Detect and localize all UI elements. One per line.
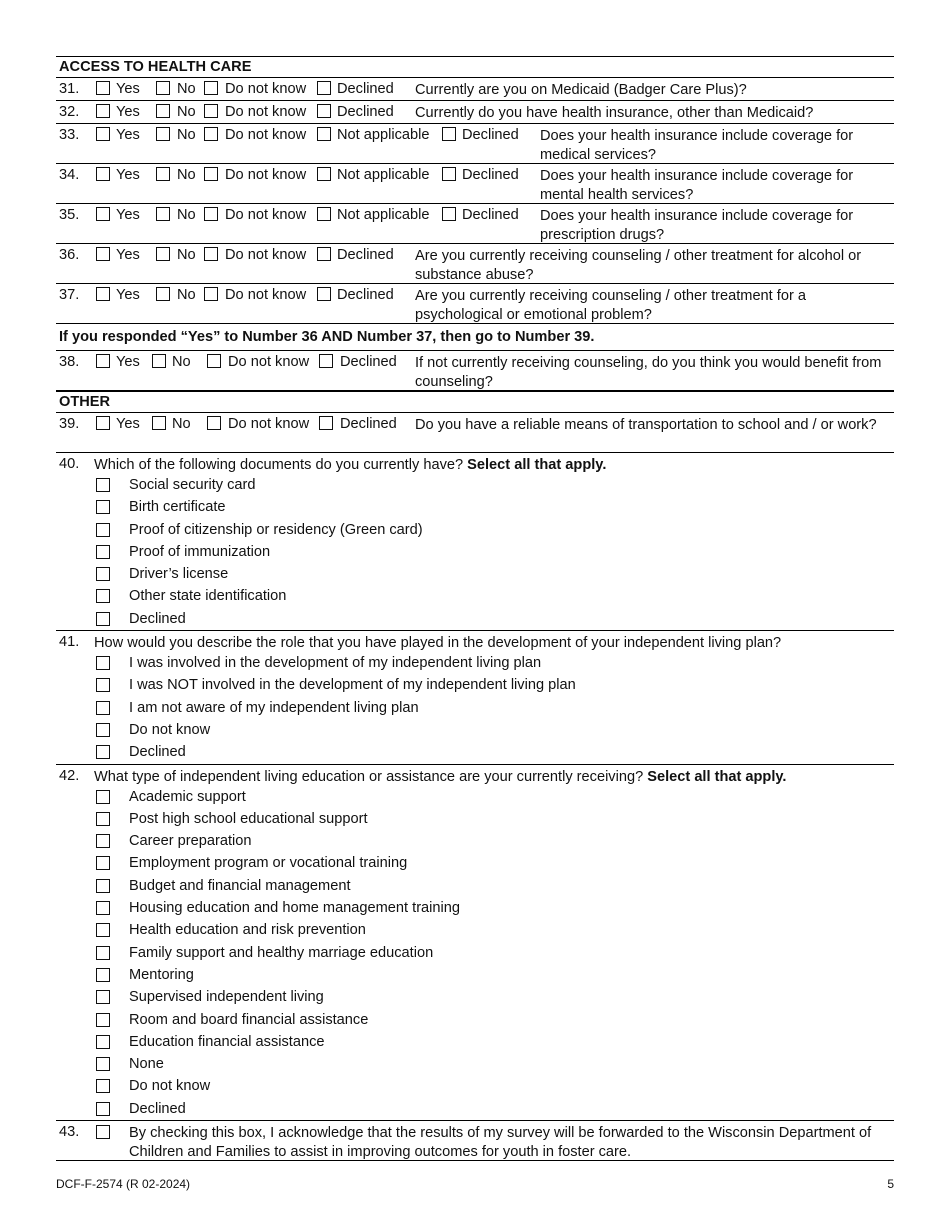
option-label: Budget and financial management: [129, 877, 351, 894]
do-not-know-checkbox[interactable]: [204, 247, 218, 261]
no-checkbox[interactable]: [156, 247, 170, 261]
question-number: 42.: [59, 767, 80, 784]
option-checkbox[interactable]: [96, 567, 110, 581]
no-label: No: [177, 287, 196, 303]
option-checkbox[interactable]: [96, 990, 110, 1004]
option-checkbox[interactable]: [96, 612, 110, 626]
option-label: Do not know: [129, 1078, 211, 1095]
list-item: [56, 919, 894, 941]
option-label: Post high school educational support: [129, 810, 368, 827]
list-item: [56, 1031, 894, 1053]
yes-checkbox[interactable]: [96, 416, 110, 430]
question-text: Does your health insurance include coverage for medical services?: [540, 128, 854, 163]
no-checkbox[interactable]: [152, 354, 166, 368]
option-label: Career preparation: [129, 833, 252, 850]
option-label: Employment program or vocational training: [129, 855, 408, 872]
question-text: [94, 457, 606, 473]
no-checkbox[interactable]: [156, 167, 170, 181]
question-number: 38.: [59, 354, 80, 370]
do-not-know-label: Do not know: [228, 416, 310, 432]
declined-label: Declined: [340, 416, 397, 432]
yes-label: Yes: [116, 287, 140, 303]
question-text: Currently are you on Medicaid (Badger Care Plus)?: [415, 82, 747, 98]
list-item: [56, 608, 894, 630]
list-item: [56, 1009, 894, 1031]
option-label: Declined: [129, 1100, 186, 1117]
option-checkbox[interactable]: [96, 1013, 110, 1027]
option-label: I was NOT involved in the development of my independent living plan: [129, 677, 576, 694]
option-checkbox[interactable]: [96, 812, 110, 826]
declined-checkbox[interactable]: [317, 247, 331, 261]
list-item: [56, 474, 894, 496]
declined-label: Declined: [462, 207, 519, 223]
question-number: 32.: [59, 104, 80, 120]
list-item: [56, 830, 894, 852]
list-item: [56, 897, 894, 919]
option-checkbox[interactable]: [96, 790, 110, 804]
question-number: 36.: [59, 247, 80, 263]
list-item: [56, 585, 894, 607]
list-item: [56, 875, 894, 897]
option-label: Do not know: [129, 721, 211, 738]
option-label: Other state identification: [129, 588, 287, 605]
declined-checkbox[interactable]: [319, 354, 333, 368]
option-checkbox[interactable]: [96, 1035, 110, 1049]
not-applicable-label: Not applicable: [337, 167, 430, 183]
do-not-know-checkbox[interactable]: [204, 287, 218, 301]
do-not-know-label: Do not know: [225, 167, 307, 183]
no-label: No: [177, 104, 196, 120]
declined-checkbox[interactable]: [317, 287, 331, 301]
option-label: I was involved in the development of my independent living plan: [129, 655, 542, 672]
list-item: [56, 674, 894, 696]
question-row-42: [56, 765, 894, 786]
list-item: [56, 741, 894, 763]
question-number: 31.: [59, 81, 80, 97]
do-not-know-checkbox[interactable]: [204, 81, 218, 95]
option-checkbox[interactable]: [96, 856, 110, 870]
yes-label: Yes: [116, 104, 140, 120]
question-row-38: [56, 351, 894, 390]
no-checkbox[interactable]: [156, 207, 170, 221]
declined-label: Declined: [337, 81, 394, 97]
select-all-instruction: Select all that apply.: [647, 768, 787, 785]
no-checkbox[interactable]: [156, 287, 170, 301]
option-label: Proof of immunization: [129, 543, 271, 560]
page-number: 5: [887, 1177, 894, 1191]
not-applicable-checkbox[interactable]: [317, 127, 331, 141]
question-prompt: What type of independent living education or assistance are your currently receiving?: [94, 768, 648, 785]
list-item: [56, 964, 894, 986]
option-label: Room and board financial assistance: [129, 1011, 369, 1028]
list-item: [56, 719, 894, 741]
no-checkbox[interactable]: [156, 81, 170, 95]
declined-label: Declined: [340, 354, 397, 370]
question-row-31: [56, 78, 894, 100]
not-applicable-checkbox[interactable]: [317, 167, 331, 181]
no-checkbox[interactable]: [152, 416, 166, 430]
question-number: 33.: [59, 127, 80, 143]
option-checkbox[interactable]: [96, 1057, 110, 1071]
question-number: 43.: [59, 1124, 80, 1141]
yes-label: Yes: [116, 416, 140, 432]
do-not-know-checkbox[interactable]: [207, 354, 221, 368]
do-not-know-label: Do not know: [225, 104, 307, 120]
yes-checkbox[interactable]: [96, 354, 110, 368]
option-checkbox[interactable]: [96, 946, 110, 960]
option-checkbox[interactable]: [96, 523, 110, 537]
list-item: [56, 986, 894, 1008]
option-checkbox[interactable]: [96, 968, 110, 982]
question-number: 34.: [59, 167, 80, 183]
option-label: Declined: [129, 744, 186, 761]
question-row-43: [56, 1121, 894, 1160]
question-row-33: [56, 124, 894, 163]
list-item: [56, 697, 894, 719]
no-label: No: [177, 207, 196, 223]
list-item: [56, 652, 894, 674]
form-id: DCF-F-2574 (R 02-2024): [56, 1177, 191, 1191]
option-label: I am not aware of my independent living plan: [129, 699, 419, 716]
option-list-42: [56, 786, 894, 1120]
not-applicable-checkbox[interactable]: [317, 207, 331, 221]
yes-checkbox[interactable]: [96, 247, 110, 261]
option-checkbox[interactable]: [96, 656, 110, 670]
question-text: Are you currently receiving counseling / other treatment for a psychological or emotional problem?: [415, 288, 806, 323]
question-row-40: [56, 453, 894, 474]
do-not-know-label: Do not know: [225, 207, 307, 223]
section-title-access: ACCESS TO HEALTH CARE: [59, 59, 252, 75]
option-label: Academic support: [129, 788, 246, 805]
yes-label: Yes: [116, 81, 140, 97]
option-checkbox[interactable]: [96, 589, 110, 603]
option-list-41: [56, 652, 894, 763]
option-checkbox[interactable]: [96, 879, 110, 893]
declined-label: Declined: [337, 247, 394, 263]
not-applicable-label: Not applicable: [337, 127, 430, 143]
declined-checkbox[interactable]: [319, 416, 333, 430]
option-label: Driver’s license: [129, 566, 229, 583]
survey-form: [56, 56, 894, 1161]
yes-checkbox[interactable]: [96, 167, 110, 181]
yes-label: Yes: [116, 247, 140, 263]
list-item: [56, 1098, 894, 1120]
no-label: No: [172, 354, 191, 370]
yes-checkbox[interactable]: [96, 104, 110, 118]
option-checkbox[interactable]: [96, 1079, 110, 1093]
option-label: Supervised independent living: [129, 989, 324, 1006]
no-checkbox[interactable]: [156, 104, 170, 118]
yes-label: Yes: [116, 354, 140, 370]
select-all-instruction: Select all that apply.: [467, 457, 607, 473]
yes-checkbox[interactable]: [96, 207, 110, 221]
option-label: Birth certificate: [129, 499, 226, 516]
option-checkbox[interactable]: [96, 834, 110, 848]
question-prompt: Which of the following documents do you currently have?: [94, 457, 468, 473]
declined-label: Declined: [337, 287, 394, 303]
question-text: Does your health insurance include coverage for prescription drugs?: [540, 208, 854, 243]
option-label: Mentoring: [129, 966, 194, 983]
question-row-35: [56, 204, 894, 243]
list-item: [56, 808, 894, 830]
list-item: [56, 786, 894, 808]
no-label: No: [177, 127, 196, 143]
list-item: [56, 1075, 894, 1097]
yes-checkbox[interactable]: [96, 81, 110, 95]
question-text: Currently do you have health insurance, other than Medicaid?: [415, 105, 814, 121]
question-number: 40.: [59, 456, 80, 472]
option-label: Housing education and home management training: [129, 900, 461, 917]
option-checkbox[interactable]: [96, 500, 110, 514]
do-not-know-label: Do not know: [225, 127, 307, 143]
question-text: Do you have a reliable means of transportation to school and / or work?: [415, 417, 877, 433]
declined-label: Declined: [462, 127, 519, 143]
yes-checkbox[interactable]: [96, 287, 110, 301]
list-item: [56, 1053, 894, 1075]
yes-label: Yes: [116, 167, 140, 183]
no-checkbox[interactable]: [156, 127, 170, 141]
do-not-know-checkbox[interactable]: [204, 104, 218, 118]
question-number: 37.: [59, 287, 80, 303]
yes-label: Yes: [116, 207, 140, 223]
option-label: None: [129, 1056, 164, 1073]
declined-checkbox[interactable]: [317, 104, 331, 118]
option-checkbox[interactable]: [96, 923, 110, 937]
question-row-39: [56, 413, 894, 452]
option-checkbox[interactable]: [96, 745, 110, 759]
option-checkbox[interactable]: [96, 901, 110, 915]
option-label: Proof of citizenship or residency (Green card): [129, 521, 423, 538]
question-row-34: [56, 164, 894, 203]
declined-label: Declined: [462, 167, 519, 183]
question-row-36: [56, 244, 894, 283]
question-text: How would you describe the role that you have played in the development of your independent living plan?: [94, 635, 782, 652]
do-not-know-checkbox[interactable]: [204, 167, 218, 181]
option-label: Education financial assistance: [129, 1033, 325, 1050]
question-text: Does your health insurance include coverage for mental health services?: [540, 168, 854, 203]
no-label: No: [177, 167, 196, 183]
list-item: [56, 496, 894, 518]
option-checkbox[interactable]: [96, 723, 110, 737]
question-text: If not currently receiving counseling, do you think you would benefit from counseling?: [415, 355, 882, 390]
list-item: [56, 942, 894, 964]
question-text: Are you currently receiving counseling / other treatment for alcohol or substance abuse?: [415, 248, 862, 283]
do-not-know-label: Do not know: [225, 247, 307, 263]
do-not-know-label: Do not know: [225, 287, 307, 303]
do-not-know-checkbox[interactable]: [204, 127, 218, 141]
list-item: [56, 852, 894, 874]
not-applicable-label: Not applicable: [337, 207, 430, 223]
declined-checkbox[interactable]: [442, 127, 456, 141]
option-checkbox[interactable]: [96, 701, 110, 715]
option-checkbox[interactable]: [96, 678, 110, 692]
yes-label: Yes: [116, 127, 140, 143]
acknowledge-checkbox[interactable]: [96, 1125, 110, 1139]
option-checkbox[interactable]: [96, 1102, 110, 1116]
no-label: No: [177, 247, 196, 263]
skip-instruction: If you responded “Yes” to Number 36 AND Number 37, then go to Number 39.: [59, 329, 595, 345]
question-text: [94, 769, 787, 785]
list-item: [56, 563, 894, 585]
no-label: No: [172, 416, 191, 432]
question-number: 39.: [59, 416, 80, 432]
question-row-41: [56, 631, 894, 652]
do-not-know-checkbox[interactable]: [207, 416, 221, 430]
question-number: 35.: [59, 207, 80, 223]
question-row-32: [56, 101, 894, 123]
option-list-40: [56, 474, 894, 630]
option-checkbox[interactable]: [96, 478, 110, 492]
acknowledgement-text: By checking this box, I acknowledge that the results of my survey will be forwarded to the Wisconsin Department of Children and Families to assist in improving outcomes for youth in foster care.: [129, 1125, 872, 1160]
declined-label: Declined: [337, 104, 394, 120]
do-not-know-checkbox[interactable]: [204, 207, 218, 221]
list-item: [56, 541, 894, 563]
option-label: Social security card: [129, 477, 256, 493]
declined-checkbox[interactable]: [317, 81, 331, 95]
yes-checkbox[interactable]: [96, 127, 110, 141]
option-label: Health education and risk prevention: [129, 922, 366, 939]
question-row-37: [56, 284, 894, 323]
option-checkbox[interactable]: [96, 545, 110, 559]
declined-checkbox[interactable]: [442, 167, 456, 181]
no-label: No: [177, 81, 196, 97]
do-not-know-label: Do not know: [228, 354, 310, 370]
list-item: [56, 519, 894, 541]
option-label: Declined: [129, 610, 186, 627]
question-number: 41.: [59, 634, 80, 651]
option-label: Family support and healthy marriage education: [129, 944, 434, 961]
section-title-other: OTHER: [59, 394, 111, 410]
do-not-know-label: Do not know: [225, 81, 307, 97]
declined-checkbox[interactable]: [442, 207, 456, 221]
